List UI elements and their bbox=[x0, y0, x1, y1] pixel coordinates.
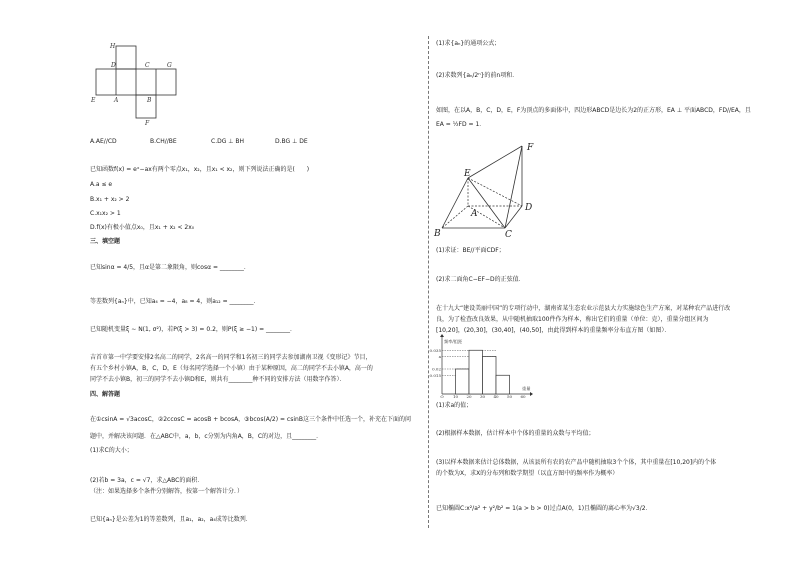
histogram-x-tick-label: 40 bbox=[493, 394, 499, 399]
histogram-y-axis-label: 频率/组距 bbox=[444, 339, 463, 344]
answer-question-1-note: （注：如果选择多个条件分别解答，按第一个解答计分．） bbox=[90, 488, 244, 495]
section-solve-heading: 四、解答题 bbox=[90, 391, 121, 398]
statistics-part-3-line-2: 的个数为X，求X的分布列和数学期望（以直方图中的频率作为概率） bbox=[436, 470, 619, 477]
histogram-y-tick-label: 0.02 bbox=[432, 366, 441, 372]
statistics-stem-line-2: 良，为了检查改良效果，从中随机抽取100件作为样本，称出它们的重量（单位：克），重量分组区间为 bbox=[436, 316, 709, 323]
solid-label-c: C bbox=[505, 230, 512, 240]
fill-question-4-line-1: 吉首市第一中学要安排2名高二的同学，2名高一的同学和1名初三的同学去参加湖南卫视《变形记》节目， bbox=[90, 354, 372, 361]
histogram-x-tick-label: 50 bbox=[506, 394, 513, 399]
q2-option-d: D.f(x)有极小值点x₀，且x₁ + x₂ < 2x₀ bbox=[90, 224, 195, 231]
sequence-part-2: (2)求数列{aₙ/2ⁿ}的前n项和． bbox=[436, 72, 519, 79]
net-label-h: H bbox=[110, 43, 116, 50]
histogram-bar bbox=[496, 375, 510, 394]
net-label-f: F bbox=[145, 120, 150, 127]
answer-question-1-line-2: 题中，并解决该问题．在△ABC中，a，b，c分别为内角A，B，C的对边，且________． bbox=[90, 433, 323, 440]
histogram-bar bbox=[469, 350, 483, 394]
fill-question-1: 已知sinα = 4/5，且α是第二象限角，则cosα = ________． bbox=[90, 264, 250, 271]
q1-option-a: A.AE//CD bbox=[90, 138, 117, 145]
sequence-part-1: (1)求{aₙ}的通项公式； bbox=[436, 40, 501, 47]
histogram-x-axis-label: 重量 bbox=[522, 386, 531, 391]
solid-label-a: A bbox=[471, 209, 478, 219]
net-label-g: G bbox=[167, 62, 172, 69]
solid-stem-line-1: 如图，在以A，B，C，D，E，F为顶点的多面体中，四边形ABCD是边长为2的正方形，EA ⊥ 平面ABCD，FD//EA，且 bbox=[436, 107, 751, 114]
section-fill-in-heading: 三、填空题 bbox=[90, 238, 121, 245]
net-label-a: A bbox=[114, 97, 119, 104]
histogram-bar bbox=[483, 357, 497, 395]
q1-option-d: D.BG ⊥ DE bbox=[275, 138, 308, 145]
ellipse-stem: 已知椭圆C:x²/a² + y²/b² = 1(a > b > 0)过点A(0，1)且椭圆的离心率为√3/2． bbox=[436, 505, 652, 512]
q2-option-a: A.a ≤ e bbox=[90, 181, 113, 188]
statistics-part-2: (2)根据样本数据，估计样本中个体的重量的众数与平均值； bbox=[436, 430, 595, 437]
q2-stem: 已知函数f(x) = eˣ−ax有两个零点x₁，x₂，且x₁ < x₂，则下列说法正确的是( ) bbox=[90, 166, 310, 173]
net-label-d: D bbox=[111, 62, 116, 69]
q1-option-b: B.CH//BE bbox=[150, 138, 177, 145]
net-label-e: E bbox=[91, 97, 96, 104]
q1-option-c: C.DG ⊥ BH bbox=[211, 138, 245, 145]
answer-question-1-line-1: 在①csinA = √3acosC，②2ccosC = acosB + bcosA，③bcos(A/2) = csinB这三个条件中任选一个，补充在下面的问 bbox=[90, 416, 411, 423]
histogram-y-tick-label: 0.035 bbox=[429, 347, 441, 353]
answer-question-2-stem: 已知{aₙ}是公差为1的等差数列，且a₁，a₂，a₄成等比数列． bbox=[90, 516, 252, 523]
histogram-x-tick-label: 10 bbox=[452, 394, 459, 399]
solid-label-e: E bbox=[464, 169, 471, 179]
solid-label-f: F bbox=[527, 143, 534, 153]
statistics-stem-line-1: 在十九大“建设美丽中国”的专项行动中，湖南省某生态农业示范县大力实施绿色生产方案，对某种农产品进行改 bbox=[436, 305, 731, 312]
net-label-c: C bbox=[145, 62, 150, 69]
polyhedron-figure bbox=[434, 136, 550, 240]
q2-option-c: C.x₁x₂ > 1 bbox=[90, 210, 121, 217]
histogram-x-tick-label: 30 bbox=[479, 394, 486, 399]
fill-question-4-line-3: 同学不去小镇B，初三的同学不去小镇D和E，则共有________种不同的安排方法（用数字作答）． bbox=[90, 376, 346, 383]
histogram-x-tick-label: O bbox=[440, 394, 444, 399]
solid-label-d: D bbox=[525, 203, 533, 213]
histogram-y-tick-label: 0.015 bbox=[429, 372, 441, 378]
histogram-y-tick-label: a bbox=[438, 354, 441, 359]
page-divider bbox=[428, 36, 429, 528]
q2-option-b: B.x₁ + x₂ > 2 bbox=[90, 196, 130, 203]
cube-net-figure bbox=[88, 40, 188, 128]
solid-stem-line-2: EA = ½FD = 1． bbox=[436, 121, 486, 128]
fill-question-4-line-2: 有五个乡村小镇A，B，C，D，E（每名同学选择一个小镇）由于某种原因，高二的同学不去小镇A，高一的 bbox=[90, 365, 373, 372]
histogram-x-tick-label: 60 bbox=[520, 394, 526, 399]
statistics-part-3-line-1: (3)以样本数据来估计总体数据，从该县所有农的农产品中随机抽取3个个体，其中重量在[10,20]内的个体 bbox=[436, 459, 717, 466]
histogram-x-tick-label: 20 bbox=[466, 394, 472, 399]
statistics-stem-line-3: [10,20]，(20,30]，(30,40]，(40,50]，由此得到样本的重量频率分布直方图（如图）． bbox=[436, 327, 671, 334]
solid-part-1: (1)求证：BE//平面CDF； bbox=[436, 247, 505, 254]
answer-question-1-part-2: (2)若b = 3a，c = √7，求△ABC的面积． bbox=[90, 477, 204, 484]
histogram-bar bbox=[456, 369, 470, 394]
net-label-b: B bbox=[147, 97, 152, 104]
statistics-part-1: (1)求a的值； bbox=[436, 402, 473, 409]
frequency-histogram bbox=[429, 334, 534, 399]
fill-question-3: 已知随机变量ξ ∼ N(1, σ²)，若P(ξ > 3) = 0.2，则P(ξ ≥ −1) = ________． bbox=[90, 326, 297, 333]
solid-label-b: B bbox=[434, 229, 441, 239]
answer-question-1-part-1: (1)求C的大小； bbox=[90, 447, 133, 454]
fill-question-2: 等差数列{aₙ}中，已知a₄ = −4，a₈ = 4，则a₁₂ = ________． bbox=[90, 298, 260, 305]
solid-part-2: (2)求二面角C−EF−D的正弦值． bbox=[436, 276, 525, 283]
